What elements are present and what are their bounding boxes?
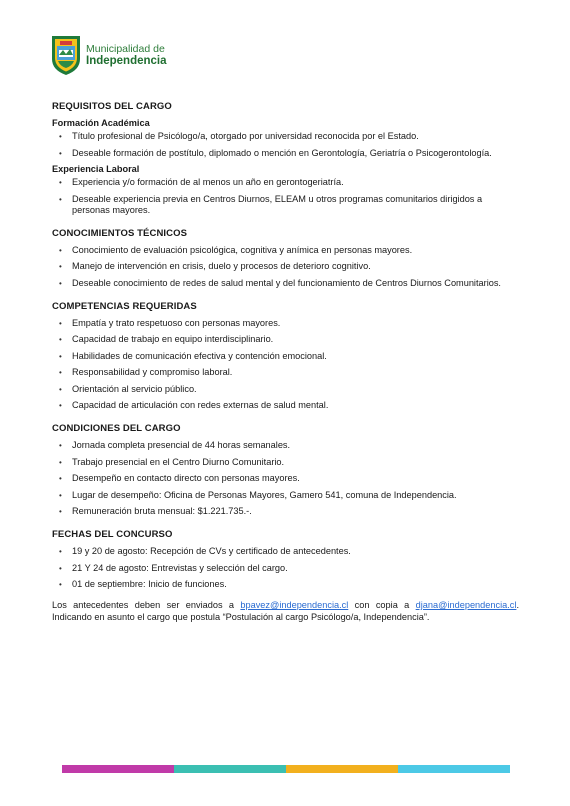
email-link-bpavez[interactable]: bpavez@independencia.cl <box>240 600 349 610</box>
list-item: • 21 Y 24 de agosto: Entrevistas y selección del cargo. <box>52 563 519 574</box>
footer-bar-segment <box>174 765 286 773</box>
list-item: • Capacidad de trabajo en equipo interdisciplinario. <box>52 334 519 345</box>
footer-color-bar <box>62 765 510 773</box>
list-item: • Conocimiento de evaluación psicológica, cognitiva y anímica en personas mayores. <box>52 245 519 256</box>
list-item: • Jornada completa presencial de 44 horas semanales. <box>52 440 519 451</box>
condiciones-list <box>52 440 519 517</box>
list-item: • Experiencia y/o formación de al menos un año en gerontogeriatría. <box>52 177 519 188</box>
formacion-list <box>52 131 519 159</box>
list-item: • Deseable conocimiento de redes de salud mental y del funcionamiento de Centros Diurnos Comunitarios. <box>52 278 519 289</box>
list-item: • Desempeño en contacto directo con personas mayores. <box>52 473 519 484</box>
section-title-requisitos: REQUISITOS DEL CARGO <box>52 101 172 112</box>
competencias-list <box>52 318 519 412</box>
footer-bar-segment <box>398 765 510 773</box>
list-item: • 01 de septiembre: Inicio de funciones. <box>52 579 519 590</box>
section-title-conocimientos: CONOCIMIENTOS TÉCNICOS <box>52 227 188 239</box>
logo-line-1: Municipalidad de <box>86 42 165 55</box>
list-item: • Lugar de desempeño: Oficina de Personas Mayores, Gamero 541, comuna de Independencia. <box>52 490 519 501</box>
footer-bar-segment <box>62 765 174 773</box>
closing-text-3: . Indicando en asunto el cargo que postula “Postulación al cargo Psicólogo/a, Independencia”. <box>52 600 519 622</box>
document-body <box>52 101 519 623</box>
section-title-condiciones: CONDICIONES DEL CARGO <box>52 423 181 434</box>
closing-text-2: con copia a <box>348 600 416 610</box>
section-title-fechas: FECHAS DEL CONCURSO <box>52 529 173 540</box>
list-item: • Capacidad de articulación con redes externas de salud mental. <box>52 400 519 411</box>
list-item: • Trabajo presencial en el Centro Diurno Comunitario. <box>52 457 519 468</box>
list-item: • Habilidades de comunicación efectiva y contención emocional. <box>52 351 519 362</box>
experiencia-list <box>52 177 519 216</box>
logo-line-2: Independencia <box>86 54 167 67</box>
closing-paragraph <box>52 600 519 623</box>
closing-text-1: Los antecedentes deben ser enviados a <box>52 600 241 610</box>
list-item: • Empatía y trato respetuoso con personas mayores. <box>52 318 519 329</box>
fechas-list <box>52 546 519 590</box>
municipal-logo <box>50 33 167 76</box>
conocimientos-list <box>52 245 519 289</box>
subtitle-formacion: Formación Académica <box>52 118 150 128</box>
list-item: • 19 y 20 de agosto: Recepción de CVs y certificado de antecedentes. <box>52 546 519 557</box>
footer-bar-segment <box>286 765 398 773</box>
list-item: • Título profesional de Psicólogo/a, otorgado por universidad reconocida por el Estado. <box>52 131 519 142</box>
list-item: • Remuneración bruta mensual: $1.221.735.-. <box>52 506 519 517</box>
list-item: • Manejo de intervención en crisis, duelo y procesos de deterioro cognitivo. <box>52 261 519 272</box>
list-item: • Responsabilidad y compromiso laboral. <box>52 367 519 378</box>
email-link-djana[interactable]: djana@independencia.cl <box>415 600 517 610</box>
section-title-competencias: COMPETENCIAS REQUERIDAS <box>52 300 197 312</box>
subtitle-experiencia: Experiencia Laboral <box>52 164 140 174</box>
list-item: • Deseable experiencia previa en Centros Diurnos, ELEAM u otros programas comunitarios dirigidos a personas mayores. <box>52 194 519 216</box>
list-item: • Deseable formación de postítulo, diplomado o mención en Gerontología, Geriatría o Psicogerontología. <box>52 148 519 159</box>
municipal-shield-icon <box>50 33 82 76</box>
list-item: • Orientación al servicio público. <box>52 384 519 395</box>
